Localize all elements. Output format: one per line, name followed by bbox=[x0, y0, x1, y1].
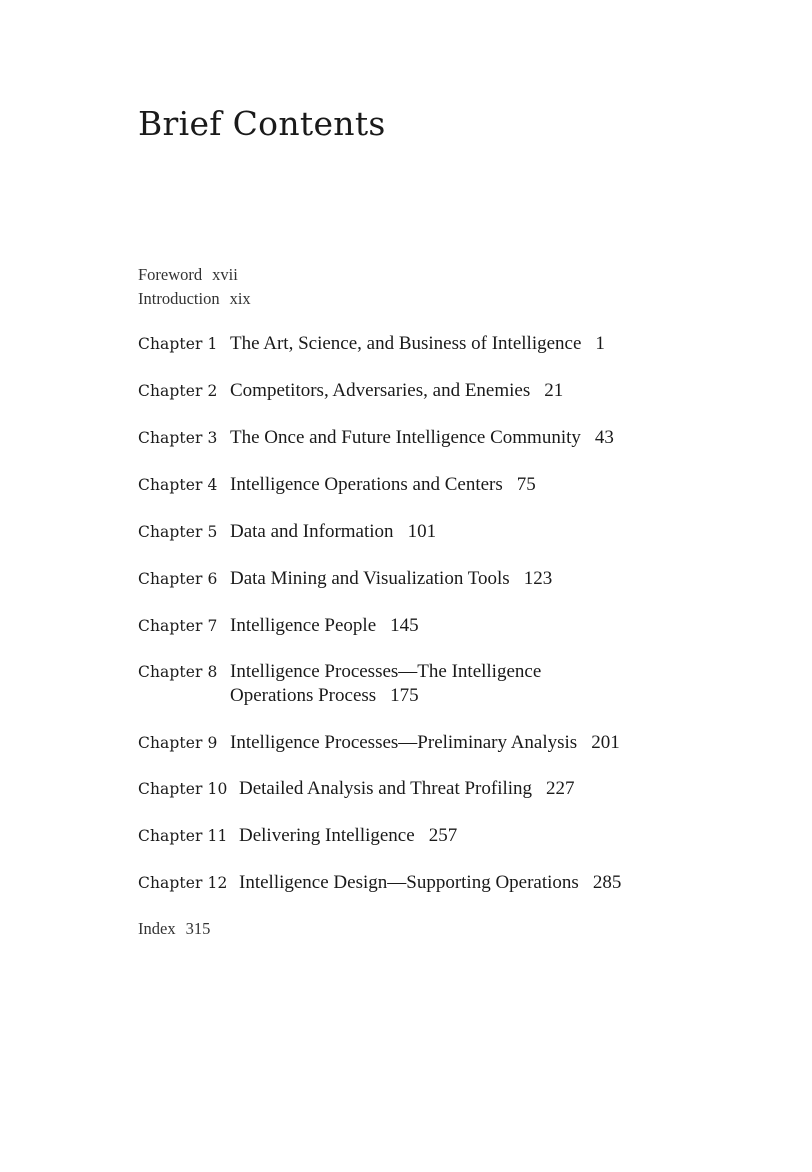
toc-entry-chapter-12 bbox=[138, 872, 621, 894]
chapter-label: Chapter 8 bbox=[138, 663, 218, 681]
chapter-page: 1 bbox=[595, 333, 605, 354]
toc-entry-label: Introduction bbox=[138, 289, 220, 308]
toc-entry-chapter-4 bbox=[138, 474, 536, 496]
chapter-label: Chapter 9 bbox=[138, 734, 218, 752]
toc-entry-chapter-11 bbox=[138, 825, 457, 847]
chapter-page: 43 bbox=[594, 427, 614, 448]
chapter-title: Intelligence Design—Supporting Operations bbox=[239, 872, 579, 893]
toc-entry-introduction bbox=[138, 289, 251, 309]
chapter-title-continued: Operations Process bbox=[230, 685, 377, 706]
page-title: Brief Contents bbox=[138, 104, 386, 143]
toc-entry-chapter-9 bbox=[138, 732, 620, 754]
toc-entry-chapter-1 bbox=[138, 333, 605, 355]
chapter-title: The Once and Future Intelligence Community bbox=[230, 427, 581, 448]
toc-entry-page: xix bbox=[229, 289, 251, 308]
chapter-label: Chapter 5 bbox=[138, 523, 218, 541]
toc-entry-chapter-8 bbox=[138, 661, 541, 683]
chapter-label: Chapter 1 bbox=[138, 335, 218, 353]
chapter-label: Chapter 6 bbox=[138, 570, 218, 588]
chapter-title: Intelligence Processes—Preliminary Analysis bbox=[230, 732, 578, 753]
toc-entry-chapter-7 bbox=[138, 615, 419, 637]
chapter-title: Detailed Analysis and Threat Profiling bbox=[239, 778, 533, 799]
toc-entry-chapter-3 bbox=[138, 427, 614, 449]
chapter-label: Chapter 7 bbox=[138, 617, 218, 635]
toc-entry-foreword bbox=[138, 265, 238, 285]
chapter-page: 175 bbox=[390, 685, 419, 706]
chapter-page: 257 bbox=[428, 825, 458, 846]
chapter-title: Data and Information bbox=[230, 521, 394, 542]
chapter-label: Chapter 10 bbox=[138, 780, 228, 798]
chapter-title: Intelligence People bbox=[230, 615, 377, 636]
toc-entry-index bbox=[138, 919, 210, 939]
toc-entry-chapter-10 bbox=[138, 778, 575, 800]
toc-entry-chapter-8-continued bbox=[230, 685, 419, 707]
chapter-title: Data Mining and Visualization Tools bbox=[230, 568, 510, 589]
chapter-page: 123 bbox=[523, 568, 553, 589]
chapter-label: Chapter 11 bbox=[138, 827, 228, 845]
toc-entry-label: Foreword bbox=[138, 265, 203, 284]
chapter-title: Intelligence Processes—The Intelligence bbox=[230, 661, 542, 682]
chapter-page: 145 bbox=[390, 615, 419, 636]
chapter-label: Chapter 4 bbox=[138, 476, 218, 494]
toc-entry-chapter-6 bbox=[138, 568, 552, 590]
chapter-label: Chapter 3 bbox=[138, 429, 218, 447]
toc-entry-page: 315 bbox=[185, 919, 211, 938]
chapter-page: 285 bbox=[592, 872, 622, 893]
toc-entry-page: xvii bbox=[212, 265, 238, 284]
toc-entry-chapter-2 bbox=[138, 380, 563, 402]
chapter-page: 75 bbox=[516, 474, 536, 495]
toc-entry-label: Index bbox=[138, 919, 176, 938]
chapter-title: Competitors, Adversaries, and Enemies bbox=[230, 380, 531, 401]
chapter-page: 201 bbox=[591, 732, 620, 753]
chapter-label: Chapter 12 bbox=[138, 874, 228, 892]
chapter-label: Chapter 2 bbox=[138, 382, 218, 400]
chapter-page: 101 bbox=[407, 521, 437, 542]
chapter-title: The Art, Science, and Business of Intelligence bbox=[230, 333, 582, 354]
chapter-page: 21 bbox=[544, 380, 564, 401]
chapter-title: Delivering Intelligence bbox=[239, 825, 415, 846]
chapter-page: 227 bbox=[546, 778, 575, 799]
chapter-title: Intelligence Operations and Centers bbox=[230, 474, 503, 495]
toc-entry-chapter-5 bbox=[138, 521, 436, 543]
